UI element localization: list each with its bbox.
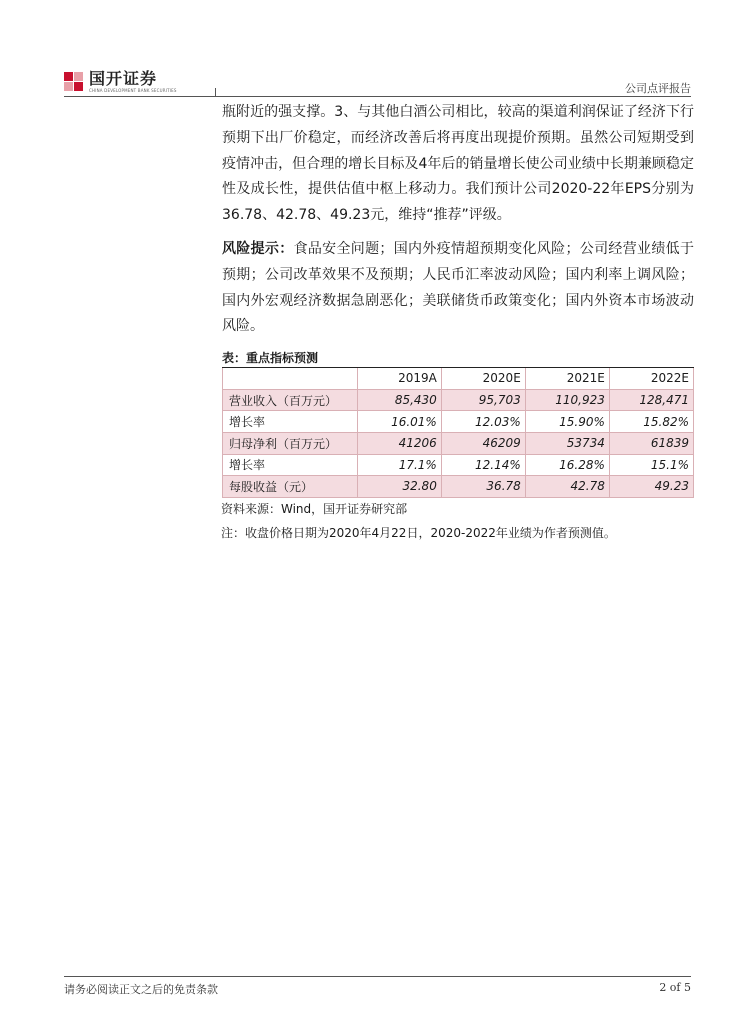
cell-value: 16.28%	[525, 454, 609, 476]
table-row	[223, 476, 694, 498]
cell-value: 128,471	[609, 389, 693, 411]
kpi-table	[222, 368, 694, 498]
cell-value: 53734	[525, 432, 609, 454]
cell-value: 36.78	[441, 476, 525, 498]
table-title: 表：重点指标预测	[222, 351, 319, 366]
cell-value: 16.01%	[357, 411, 441, 433]
row-label: 归母净利（百万元）	[223, 432, 358, 454]
row-label: 营业收入（百万元）	[223, 389, 358, 411]
valuation-paragraph: 瓶附近的强支撑。3、与其他白酒公司相比，较高的渠道利润保证了经济下行预期下出厂价稳定，而经济改善后将再度出现提价预期。虽然公司短期受到疫情冲击，但合理的增长目标及4年后的销量增长使公司业绩中长期兼顾稳定性及成长性，提供估值中枢上移动力。我们预计公司2020-22年EPS分别为36.78、42.78、49.23元，维持“推荐”评级。	[222, 104, 694, 224]
cell-value: 12.03%	[441, 411, 525, 433]
header-cell-blank	[223, 368, 358, 389]
row-label: 每股收益（元）	[223, 476, 358, 498]
cell-value: 85,430	[357, 389, 441, 411]
main-content	[222, 100, 694, 543]
header-cell-2021e: 2021E	[525, 368, 609, 389]
report-type: 公司点评报告	[625, 82, 691, 95]
table-header-row	[223, 368, 694, 389]
cell-value: 49.23	[609, 476, 693, 498]
cell-value: 15.82%	[609, 411, 693, 433]
footer-disclaimer: 请务必阅读正文之后的免责条款	[64, 983, 218, 996]
cell-value: 42.78	[525, 476, 609, 498]
table-row	[223, 411, 694, 433]
table-row	[223, 389, 694, 411]
brand-name: 国开证券	[89, 69, 158, 88]
logo	[64, 70, 177, 96]
risk-label: 风险提示：	[222, 240, 294, 257]
footer-divider	[64, 976, 691, 977]
brand-english: CHINA DEVELOPMENT BANK SECURITIES	[89, 88, 177, 93]
header-divider-tick	[215, 88, 216, 97]
cell-value: 61839	[609, 432, 693, 454]
table-row	[223, 454, 694, 476]
risk-paragraph	[222, 237, 694, 340]
header-cell-2022e: 2022E	[609, 368, 693, 389]
logo-mark-icon	[64, 72, 83, 91]
page-number: 2 of 5	[659, 981, 691, 994]
table-source: 资料来源：Wind，国开证券研究部	[221, 501, 408, 516]
cell-value: 46209	[441, 432, 525, 454]
header-cell-2020e: 2020E	[441, 368, 525, 389]
table-note: 注：收盘价格日期为2020年4月22日，2020-2022年业绩为作者预测值。	[221, 525, 616, 540]
cell-value: 32.80	[357, 476, 441, 498]
table-row	[223, 432, 694, 454]
cell-value: 95,703	[441, 389, 525, 411]
header-divider	[64, 96, 691, 97]
row-label: 增长率	[223, 454, 358, 476]
row-label: 增长率	[223, 411, 358, 433]
cell-value: 12.14%	[441, 454, 525, 476]
risk-text: 食品安全问题；国内外疫情超预期变化风险；公司经营业绩低于预期；公司改革效果不及预期；人民币汇率波动风险；国内利率上调风险；国内外宏观经济数据急剧恶化；美联储货币政策变化；国内外资本市场波动风险。	[222, 240, 694, 335]
cell-value: 41206	[357, 432, 441, 454]
cell-value: 110,923	[525, 389, 609, 411]
cell-value: 15.90%	[525, 411, 609, 433]
cell-value: 15.1%	[609, 454, 693, 476]
cell-value: 17.1%	[357, 454, 441, 476]
header-cell-2019a: 2019A	[357, 368, 441, 389]
